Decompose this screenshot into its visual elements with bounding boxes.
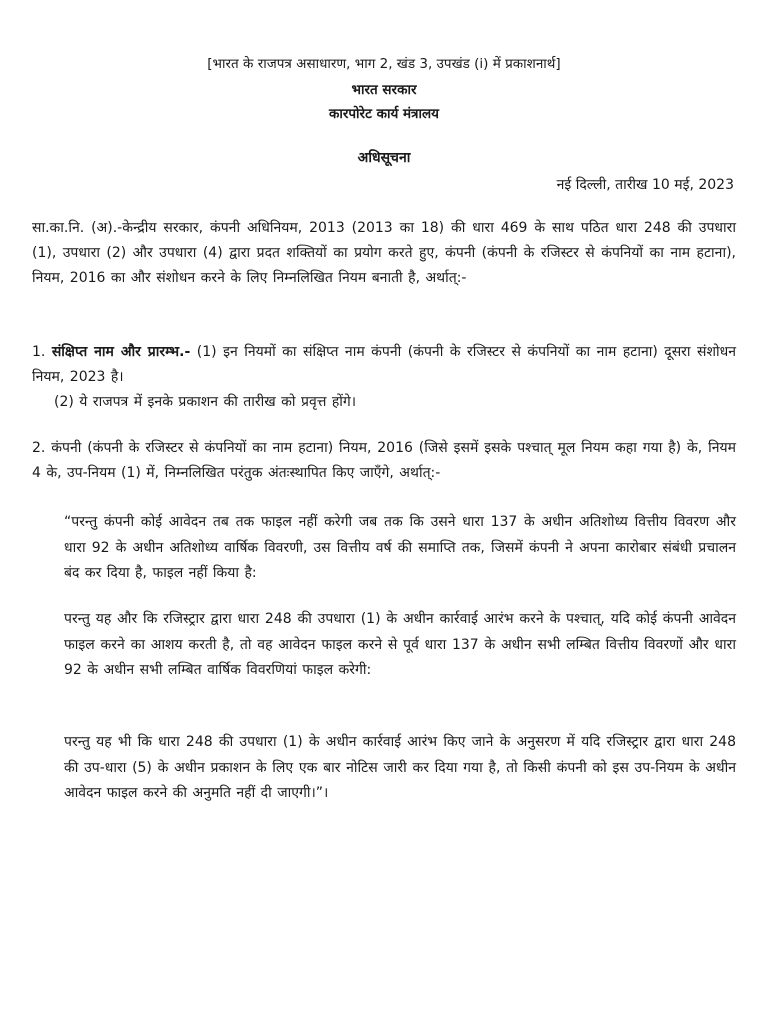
- dateline: नई दिल्ली, तारीख 10 मई, 2023: [556, 177, 734, 193]
- ministry-name: कारपोरेट कार्य मंत्रालय: [329, 106, 439, 122]
- notification-title: अधिसूचना: [357, 150, 411, 166]
- proviso-3: परन्तु यह भी कि धारा 248 की उपधारा (1) के अधीन कार्रवाई आरंभ किए जाने के अनुसरण में यदि रजिस्ट्रार द्वारा धारा 248 की उप-धारा (5) के अधीन प्रकाशन के लिए एक बार नोटिस जारी कर दिया गया है, तो किसी कंपनी को इस उप-नियम के अधीन आवेदन फाइल करने की अनुमति नहीं दी जाएगी।”।: [64, 734, 736, 801]
- rule-1-number: 1.: [32, 344, 46, 360]
- gazette-reference: [भारत के राजपत्र असाधारण, भाग 2, खंड 3, उपखंड (i) में प्रकाशनार्थ]: [207, 56, 561, 72]
- proviso-2: परन्तु यह और कि रजिस्ट्रार द्वारा धारा 248 की उपधारा (1) के अधीन कार्रवाई आरंभ करने के पश्चात्, यदि कोई कंपनी आवेदन फाइल करने का आशय करती है, तो वह आवेदन फाइल करने से पूर्व धारा 137 के अधीन सभी लम्बित वित्तीय विवरणों और धारा 92 के अधीन सभी लम्बित वार्षिक विवरणियां फाइल करेगी:: [64, 611, 736, 678]
- rule-2-paragraph: 2. कंपनी (कंपनी के रजिस्टर से कंपनियों का नाम हटाना) नियम, 2016 (जिसे इसमें इसके पश्चात् मूल नियम कहा गया है) के, नियम 4 के, उप-नियम (1) में, निम्नलिखित परंतुक अंतःस्थापित किए जाएँगे, अर्थात्:-: [32, 440, 736, 481]
- rule-1-paragraph: [32, 340, 736, 415]
- proviso-1: “परन्तु कंपनी कोई आवेदन तब तक फाइल नहीं करेगी जब तक कि उसने धारा 137 के अधीन अतिशोध्य वित्तीय विवरण और धारा 92 के अधीन अतिशोध्य वार्षिक विवरणी, उस वित्तीय वर्ष की समाप्ति तक, जिसमें कंपनी ने अपना कारोबार संबंधी प्रचालन बंद कर दिया है, फाइल नहीं किया है:: [64, 514, 736, 581]
- preamble-paragraph: सा.का.नि. (अ).-केन्द्रीय सरकार, कंपनी अधिनियम, 2013 (2013 का 18) की धारा 469 के साथ पठित धारा 248 की उपधारा (1), उपधारा (2) और उपधारा (4) द्वारा प्रदत शक्तियों का प्रयोग करते हुए, कंपनी (कंपनी के रजिस्टर से कंपनियों का नाम हटाना), नियम, 2016 का और संशोधन करने के लिए निम्नलिखित नियम बनाती है, अर्थात्:-: [32, 220, 736, 286]
- government-name: भारत सरकार: [351, 82, 417, 98]
- rule-1-text: (1) इन नियमों का संक्षिप्त नाम कंपनी (कंपनी के रजिस्टर से कंपनियों का नाम हटाना) दूसरा संशोधन नियम, 2023 है।: [32, 344, 737, 385]
- rule-1-heading: संक्षिप्त नाम और प्रारम्भ.-: [51, 344, 191, 360]
- rule-1-subrule-2: (2) ये राजपत्र में इनके प्रकाशन की तारीख को प्रवृत्त होंगे।: [54, 394, 357, 410]
